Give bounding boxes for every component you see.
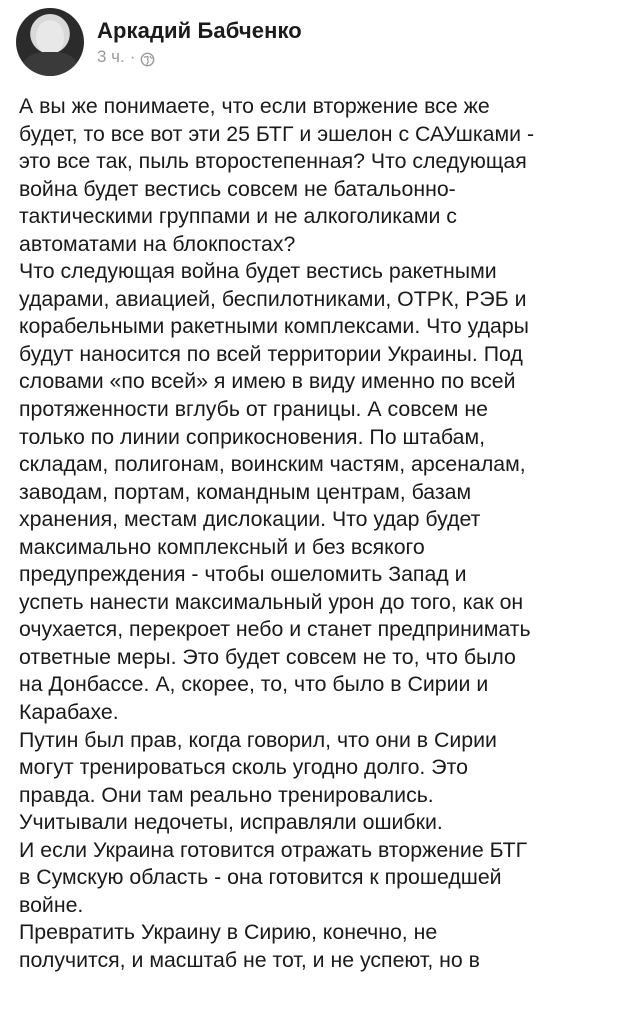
post-text-line: будет, то все вот эти 25 БТГ и эшелон с САУшками - — [19, 121, 535, 146]
post-text-line: война будет вестись совсем не батальонно- — [19, 176, 456, 201]
post-text-line: максимально комплексный и без всякого — [19, 534, 425, 559]
post-timestamp[interactable]: 3 ч. — [97, 47, 125, 66]
post-text-line: только по линии соприкосновения. По штабам, — [19, 424, 486, 449]
post-text-line: автоматами на блокпостах? — [19, 231, 296, 256]
post-text — [19, 93, 619, 975]
avatar-body — [22, 52, 78, 76]
post-header — [16, 6, 302, 78]
post-text-line: Карабахе. — [19, 700, 119, 725]
post-text-line: корабельными ракетными комплексами. Что удары — [19, 314, 529, 339]
post-text-line: очухается, перекроет небо и станет предпринимать — [19, 617, 531, 642]
post-text-line: заводам, портам, командным центрам, базам — [19, 479, 472, 504]
post-text-line: будут наносится по всей территории Украины. Под — [19, 341, 523, 366]
post-text-line: И если Украина готовится отражать вторжение БТГ — [19, 837, 528, 862]
author-block — [97, 16, 302, 68]
post-meta — [97, 46, 302, 68]
globe-icon[interactable] — [140, 51, 155, 66]
post-text-line: правда. Они там реально тренировались. — [19, 782, 434, 807]
author-avatar[interactable] — [16, 8, 84, 76]
post-text-line: успеть нанести максимальный урон до того, как он — [19, 589, 524, 614]
post-text-line: на Донбассе. А, скорее, то, что было в Сирии и — [19, 672, 489, 697]
post-text-line: ответные меры. Это будет совсем не то, что было — [19, 644, 516, 669]
avatar-face — [36, 20, 64, 54]
post-text-line: предупреждения - чтобы ошеломить Запад и — [19, 562, 467, 587]
post-text-line: Что следующая война будет вестись ракетными — [19, 259, 497, 284]
post-text-line: войне. — [19, 892, 84, 917]
post-text-line: словами «по всей» я имею в виду именно по всей — [19, 369, 516, 394]
post-text-line: Превратить Украину в Сирию, конечно, не — [19, 920, 438, 945]
author-name[interactable]: Аркадий Бабченко — [97, 18, 302, 43]
post-text-line: тактическими группами и не алкоголиками с — [19, 204, 457, 229]
post-text-line: ударами, авиацией, беспилотниками, ОТРК, РЭБ и — [19, 286, 527, 311]
post-text-line: А вы же понимаете, что если вторжение все же — [19, 94, 490, 118]
post-text-line: складам, полигонам, воинским частям, арсеналам, — [19, 452, 526, 477]
post-text-line: хранения, местам дислокации. Что удар будет — [19, 507, 481, 532]
post-text-line: Путин был прав, когда говорил, что они в Сирии — [19, 727, 497, 752]
post-text-line: Учитывали недочеты, исправляли ошибки. — [19, 810, 443, 835]
meta-separator: · — [129, 47, 136, 66]
post-text-line: могут тренироваться сколь угодно долго. Это — [19, 755, 468, 780]
post-text-line: это все так, пыль второстепенная? Что следующая — [19, 149, 527, 174]
post-text-line: протяженности вглубь от границы. А совсем не — [19, 397, 488, 422]
post-text-line: в Сумскую область - она готовится к прошедшей — [19, 865, 502, 890]
post-text-line: получится, и масштаб не тот, и не успеют, но в — [19, 947, 480, 972]
